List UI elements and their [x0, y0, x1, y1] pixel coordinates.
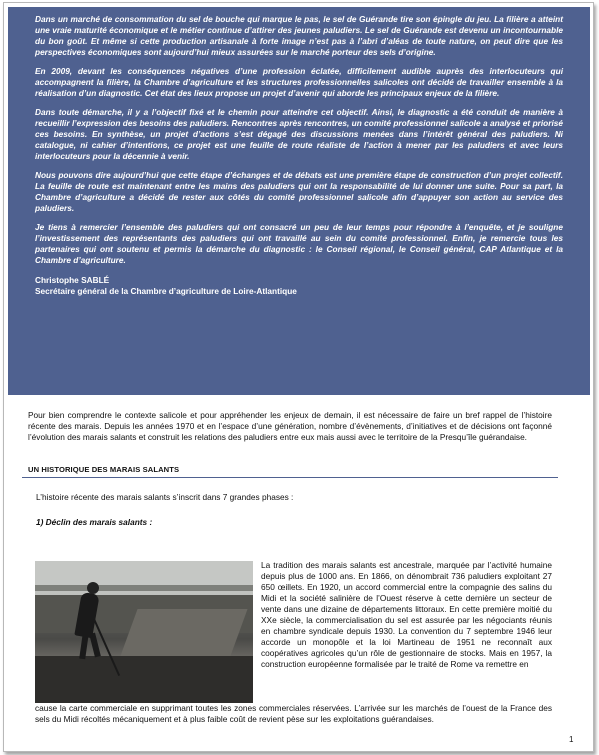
signature-title: Secrétaire général de la Chambre d’agriculture de Loire-Atlantique: [35, 286, 297, 296]
editorial-paragraph: Je tiens à remercier l’ensemble des paludiers qui ont consacré un peu de leur temps pour répondre à l’enquête, et je souligne l’investissement des représentants des paludiers qui ont travaillé au sein du comité professionnel. Enfin, je remercie tous les partenaires qui ont soutenu et permis la démarche du diagnostic : le Conseil régional, le Conseil général, CAP Atlantique et la Chambre d’agriculture.: [35, 222, 563, 265]
phase-title: 1) Déclin des marais salants :: [36, 517, 153, 527]
history-paragraph: La tradition des marais salants est ancestrale, marquée par l’activité humaine depuis plus de 1000 ans. En 1866, on dénombrait 736 paludiers exploitant 27 650 œillets. En 1920, un accord commercial entre la compagnie des salins du Midi et la société salinière de l’Ouest réserve à cette dernière un secteur de vente dans une dizaine de départements littoraux. En cette première moitié du XXe siècle, la commercialisation du sel est assurée par les négociants réunis en chambre syndicale depuis 1930. La convention du 7 septembre 1946 leur accorde un monopôle et la loi Martineau de 1951 ne reconnaît aux coopératives agricoles qu’un rôle de gestionnaire de stocks. Mais en 1957, la construction européenne formalisée par le traité de Rome va remettre en: [261, 560, 552, 669]
editorial-box: [8, 7, 590, 395]
editorial-paragraph: Nous pouvons dire aujourd’hui que cette étape d’échanges et de débats est une première étape de construction d’un projet collectif. La feuille de route est maintenant entre les mains des paludiers qui ont la responsabilité de lui donner une suite. Pour sa part, la Chambre d’agriculture a décidé de rester aux côtés du comité professionnel salicole afin d’appuyer son action au service des paludiers.: [35, 170, 563, 213]
signature-block: [35, 275, 563, 297]
salt-marsh-photo: [35, 561, 253, 703]
phases-intro: L’histoire récente des marais salants s’inscrit dans 7 grandes phases :: [36, 492, 294, 502]
section-divider: [22, 477, 558, 478]
main-content: [28, 410, 552, 528]
history-continuation: cause la carte commerciale en supprimant toutes les zones commerciales réservées. L’arrivée sur les marchés de l’ouest de la France des sels du Midi récoltés mécaniquement et à plus faible coût de revient pèse sur les exploitations guérandaises.: [35, 703, 552, 724]
editorial-paragraph: En 2009, devant les conséquences négatives d’une profession éclatée, difficilement audible auprès des interlocuteurs qui accompagnent la filière, la Chambre d’agriculture et les structures professionnelles salicoles ont décidé de travailler ensemble à la réalisation d’un diagnostic. Cet état des lieux propose un projet d’avenir qui aborde les principaux enjeux de la filière.: [35, 66, 563, 98]
signature-name: Christophe SABLÉ: [35, 275, 110, 285]
section-title: UN HISTORIQUE DES MARAIS SALANTS: [28, 465, 180, 474]
editorial-paragraph: Dans un marché de consommation du sel de bouche qui marque le pas, le sel de Guérande tire son épingle du jeu. La filière a atteint une vraie maturité économique et le métier continue d’attirer des jeunes paludiers. Le sel de Guérande est devenu un incontournable du bon goût. Et même si cette production artisanale à forte image n’est pas à l’abri d’aléas de toute nature, on peut dire que les perspectives économiques sont aujourd’hui mieux assurées sur le marché porteur des sels d’origine.: [35, 14, 563, 57]
editorial-paragraph: Dans toute démarche, il y a l’objectif fixé et le chemin pour atteindre cet objectif. Ainsi, le diagnostic a été conduit de manière à recueillir l’expression des besoins des paludiers. Rencontres après rencontres, un comité professionnel salicole a analysé et priorisé ces besoins. En synthèse, un projet d’actions s’est dégagé des discussions menées dans l’intérêt général des paludiers. Ni catalogue, ni cahier d’intentions, ce projet est une feuille de route réaliste de l’action à mener par les paludiers et avec leurs interlocuteurs pour la décennie à venir.: [35, 107, 563, 161]
lead-paragraph: Pour bien comprendre le contexte salicole et pour appréhender les enjeux de demain, il est nécessaire de faire un bref rappel de l’histoire récente des marais. Depuis les années 1970 et en l’espace d’une génération, nombre d’évènements, d’initiatives et de décisions ont façonné l’évolution des marais salants et construit les relations des paludiers entre eux mais aussi avec le territoire de la Presqu’île guérandaise.: [28, 410, 552, 442]
page-number: 1: [569, 735, 574, 744]
